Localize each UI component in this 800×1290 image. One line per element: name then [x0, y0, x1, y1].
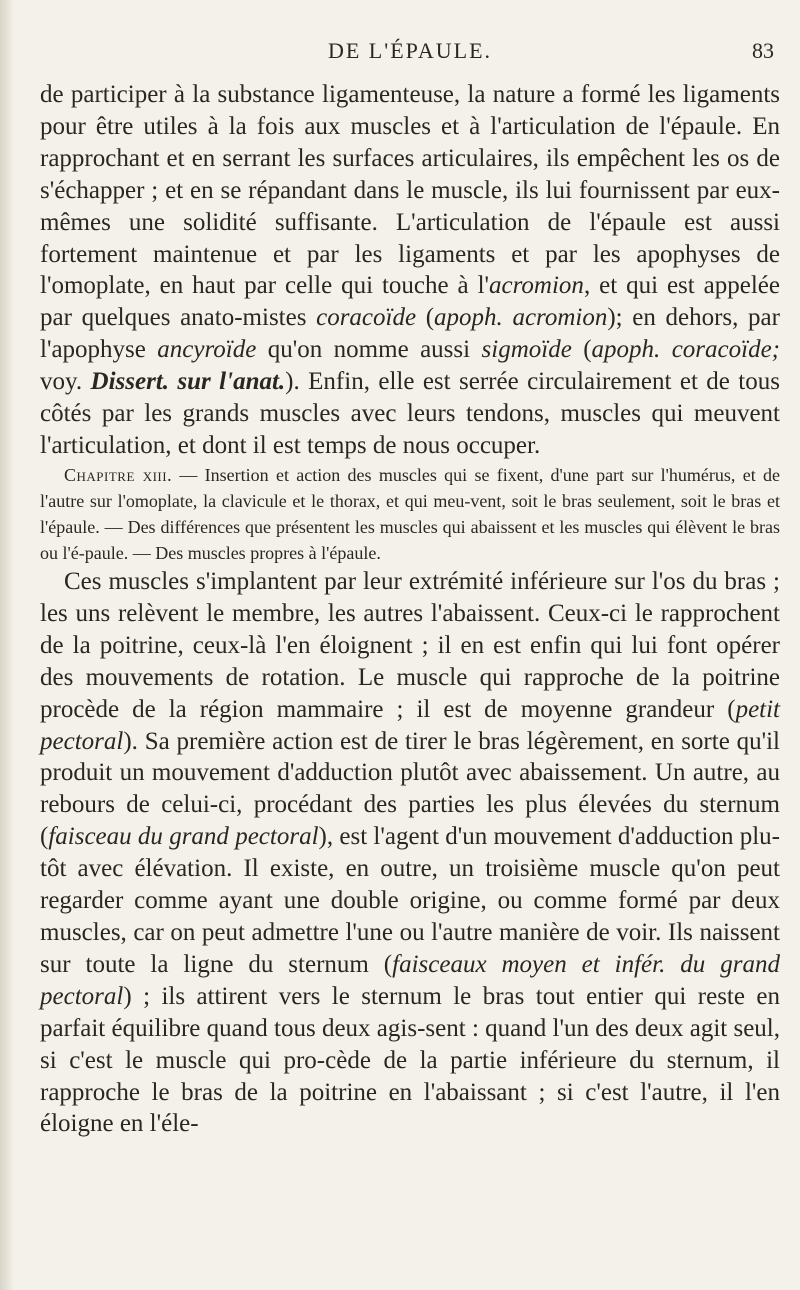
term-apoph-acromion: apoph. acromion — [434, 304, 608, 332]
text-run: de participer à la substance ligamenteuse, la nature a formé les ligaments pour être utiles à la fois aux muscles et à l'articulation de l'épaule. En rapprochant et en serrant les surfaces articulaires, ils empêchent les os de s'échapper ; et en se répandant dans le muscle, ils lui fournissent par eux-mêmes une solidité suffisante. L'articulation de l'épaule est aussi fortement maintenue et par les ligaments et par les apophyses de l'omoplate, en haut par celle qui touche à l' — [40, 81, 780, 300]
reference-dissertation: Dissert. sur l'anat. — [90, 368, 286, 396]
page-number: 83 — [752, 38, 774, 63]
text-run: ( — [416, 304, 435, 332]
text-run: ). Enfin, elle est serrée circulairement et de tous côtés par les grands muscles avec leurs tendons, muscles qui meuvent l'articulation, et dont il est temps de nous occuper. — [40, 368, 780, 459]
term-apoph-coracoide: apoph. coracoïde; — [591, 336, 781, 364]
term-coracoide: coracoïde — [316, 304, 417, 332]
text-run: ); en dehors, par l'apophyse — [40, 304, 780, 364]
running-title: DE L'ÉPAULE. — [327, 38, 493, 63]
book-page — [40, 0, 780, 1290]
paragraph-ligaments — [40, 79, 780, 462]
term-petit-pectoral: petit pectoral — [40, 695, 780, 755]
page-binding-edge — [0, 0, 14, 1290]
term-acromion: acromion — [489, 272, 584, 300]
text-run: ( — [571, 336, 592, 364]
text-run: ), est l'agent d'un mouvement d'adduction plu-tôt avec élévation. Il existe, en outre, un troisième muscle qu'on peut regarder comme ayant une double origine, ou comme formé par deux muscles, car on peut admettre l'une ou l'autre manière de voir. Ils naissent sur toute la ligne du sternum ( — [40, 823, 781, 978]
text-run: Ces muscles s'implantent par leur extrémité inférieure sur l'os du bras ; les uns relèvent le membre, les autres l'abaissent. Ceux-ci le rapprochent de la poitrine, ceux-là l'en éloignent ; il en est enfin qui lui font opérer des mouvements de rotation. Le muscle qui rapproche de la poitrine procède de la région mammaire ; il est de moyenne grandeur ( — [40, 568, 780, 723]
text-run: ). Sa première action est de tirer le bras légèrement, en sorte qu'il produit un mouvement d'adduction plutôt avec abaissement. Un autre, au rebours de celui-ci, procédant des parties les plus élevées du sternum ( — [40, 727, 780, 851]
summary-text: — Insertion et action des muscles qui se fixent, d'une part sur l'humérus, et de l'autre sur l'omoplate, la clavicule et le thorax, et qui meu-vent, soit le bras seulement, soit le bras et l'épaule. — Des différences que présentent les muscles qui abaissent et les muscles qui élèvent le bras ou l'é-paule. — Des muscles propres à l'épaule. — [40, 465, 780, 563]
text-run: ) ; ils attirent vers le sternum le bras tout entier qui reste en parfait équilibre quand tous deux agis-sent : quand l'un des deux agit seul, si c'est le muscle qui pro-cède de la partie inférieure du sternum, il rapproche le bras de la poitrine en l'abaissant ; si c'est l'autre, il l'en éloigne en l'éle- — [40, 982, 780, 1138]
running-head — [40, 38, 780, 68]
text-run: , et qui est appelée par quelques anato-mistes — [40, 272, 780, 332]
term-ancyroide: ancyroïde — [157, 336, 257, 364]
text-run: voy. — [40, 368, 91, 396]
paragraph-muscles — [40, 566, 780, 1140]
term-sigmoide: sigmoïde — [481, 336, 572, 364]
chapter-summary — [40, 462, 780, 566]
chapter-label: Chapitre xiii. — [64, 465, 173, 485]
term-faisceau-grand-pectoral: faisceau du grand pectoral — [48, 823, 319, 851]
text-run: qu'on nomme aussi — [256, 336, 482, 364]
term-faisceaux-moyen-infer: faisceaux moyen et infér. du grand pectoral — [40, 950, 780, 1010]
